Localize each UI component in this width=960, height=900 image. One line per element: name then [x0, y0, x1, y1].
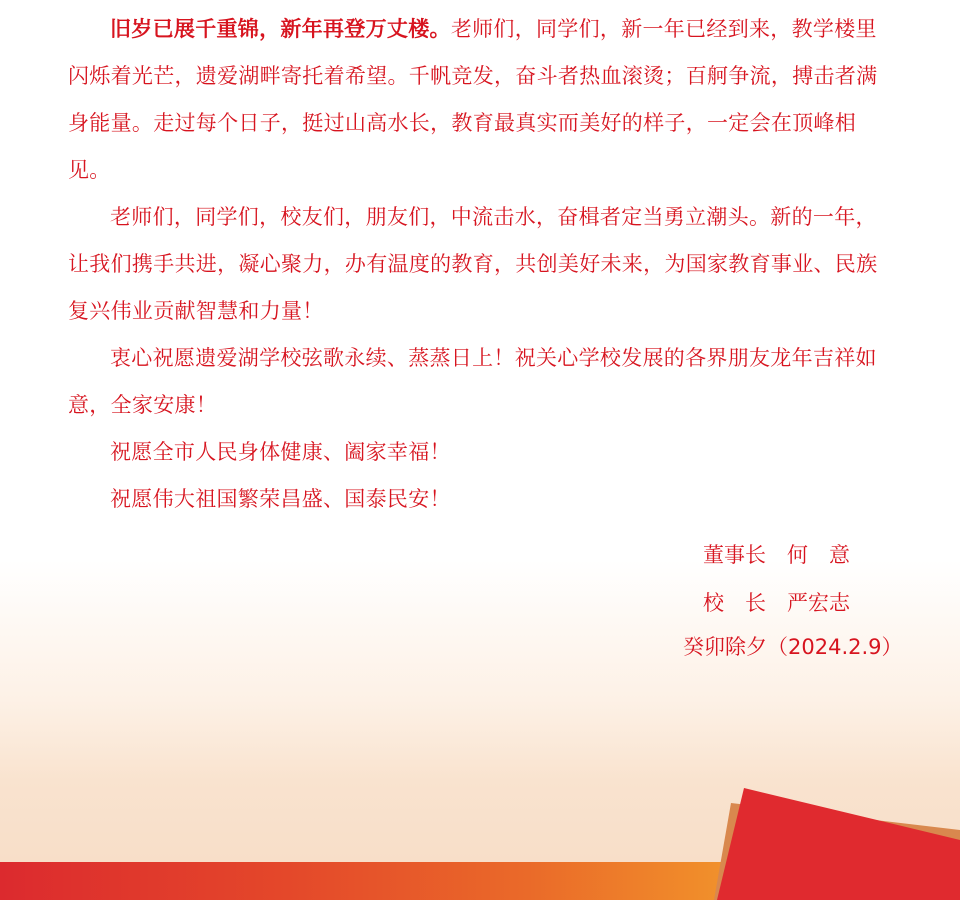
signature-principal: 校 长 严宏志 — [703, 591, 850, 615]
flag-body — [717, 788, 960, 900]
paragraph-3: 衷心祝愿遗爱湖学校弦歌永续、蒸蒸日上！祝关心学校发展的各界朋友龙年吉祥如意，全家安康！ — [68, 346, 877, 417]
opening-couplet: 旧岁已展千重锦，新年再登万丈楼。 — [110, 17, 451, 41]
paragraph-2: 老师们，同学们，校友们，朋友们，中流击水，奋楫者定当勇立潮头。新的一年，让我们携手共进，凝心聚力，办有温度的教育，共创美好未来，为国家教育事业、民族复兴伟业贡献智慧和力量！ — [68, 205, 878, 323]
signature-date: 癸卯除夕（2024.2.9） — [683, 635, 903, 659]
paragraph-1-text: 老师们，同学们，新一年已经到来，教学楼里闪烁着光芒，遗爱湖畔寄托着希望。千帆竞发，奋斗者热血滚烫；百舸争流，搏击者满身能量。走过每个日子，挺过山高水长，教育最真实而美好的样子，一定会在顶峰相见。 — [68, 17, 878, 182]
paragraph-4: 祝愿全市人民身体健康、阖家幸福！ — [110, 440, 451, 464]
paragraph-5: 祝愿伟大祖国繁荣昌盛、国泰民安！ — [110, 487, 451, 511]
signature-chairman: 董事长 何 意 — [703, 543, 850, 567]
